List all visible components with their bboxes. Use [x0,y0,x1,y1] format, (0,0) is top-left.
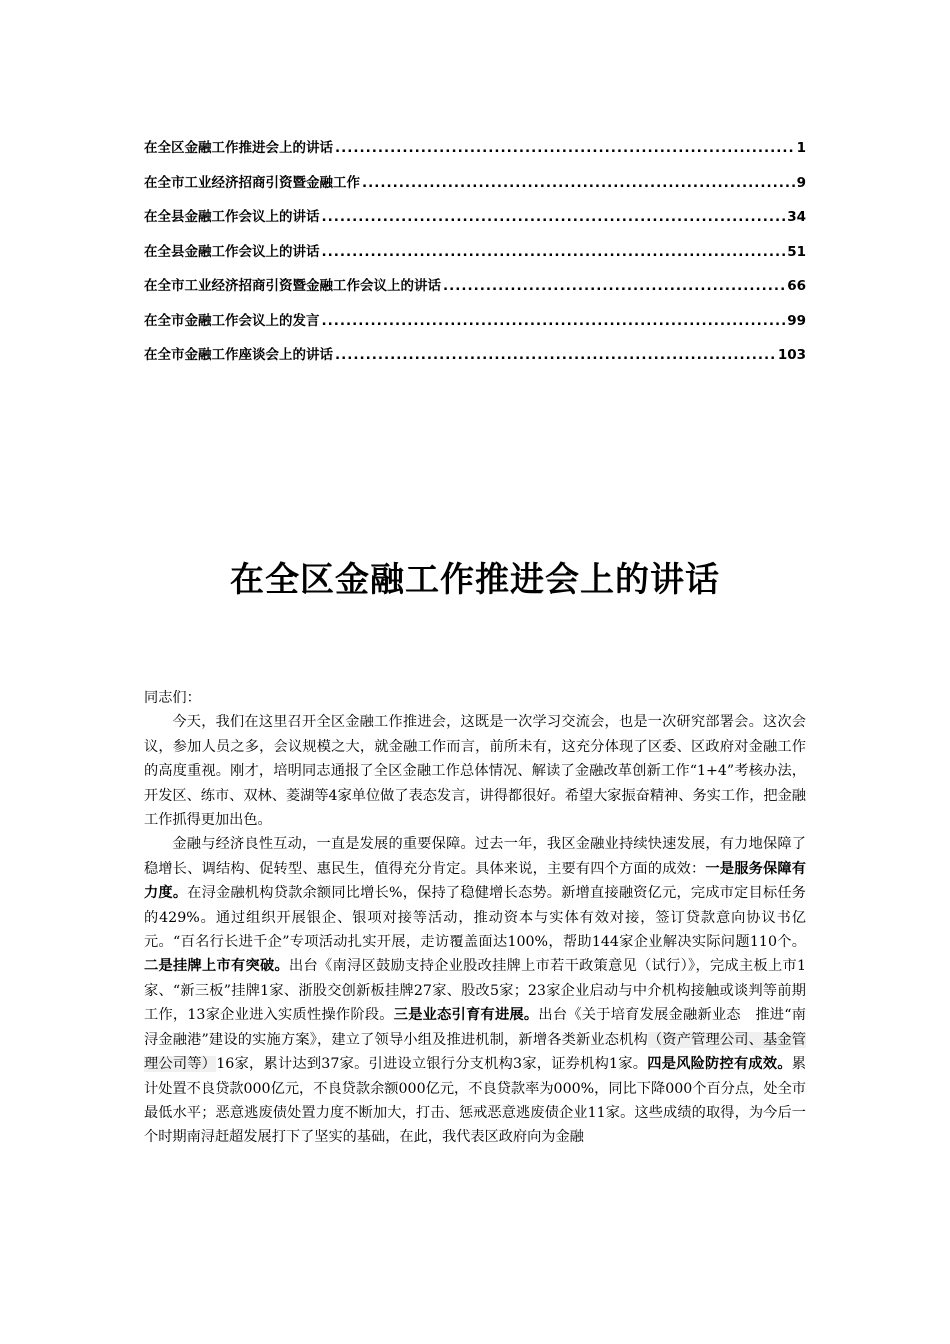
toc-entry-page: 99 [787,312,806,329]
toc-entry-title: 在全县金融工作会议上的讲话 [144,243,320,260]
toc-entry-page: 1 [796,140,806,156]
document-body [144,686,806,1150]
toc-entry-title: 在全市金融工作会议上的发言 [144,312,320,329]
toc-entry-page: 66 [787,278,806,294]
paragraph-text: 金融与经济良性互动，一直是发展的重要保障。过去一年，我区金融业持续快速发展，有力地保障了稳增长、调结构、促转型、惠民生，值得充分肯定。具体来说，主要有四个方面的成效： [144,836,806,877]
toc-entry-title: 在全市金融工作座谈会上的讲话 [144,347,333,363]
toc-entry-title: 在全县金融工作会议上的讲话 [144,209,320,225]
toc-entry[interactable] [144,171,806,206]
salutation: 同志们： [144,690,201,706]
paragraph-1: 今天，我们在这里召开全区金融工作推进会，这既是一次学习交流会，也是一次研究部署会。这次会议，参加人员之多，会议规模之大，就金融工作而言，前所未有，这充分体现了区委、区政府对金融工作的高度重视。刚才，培明同志通报了全区金融工作总体情况、解读了金融改革创新工作“1+4”考核办法，开发区、练市、双林、菱湖等4家单位做了表态发言，讲得都很好。希望大家振奋精神、务实工作，把金融工作抓得更加出色。 [144,714,806,829]
paragraph-text: 累计处置不良贷款000亿元，不良贷款余额000亿元，不良贷款率为000%，同比下降000个百分点，处全市最低水平；恶意逃废债处置力度不断加大，打击、惩戒恶意逃废债企业11家。这些成绩的取得，为今后一个时期南浔赶超发展打下了坚实的基础，在此，我代表区政府向为金融 [144,1056,806,1146]
table-of-contents [144,136,806,378]
emphasis-point-2: 二是挂牌上市有突破。 [144,958,290,975]
toc-dot-leader [322,205,786,229]
toc-entry[interactable] [144,205,806,240]
toc-entry[interactable] [144,136,806,171]
toc-entry-title: 在全市工业经济招商引资暨金融工作会议上的讲话 [144,278,441,294]
toc-dot-leader [443,274,785,298]
toc-entry-title: 在全区金融工作推进会上的讲话 [144,140,333,156]
toc-dot-leader [335,343,776,367]
toc-entry[interactable] [144,309,806,344]
paragraph-text: 16家，累计达到37家。引进设立银行分支机构3家，证券机构1家。 [216,1056,648,1073]
toc-entry-page: 103 [777,347,806,363]
toc-dot-leader [322,240,786,264]
paragraph-2 [144,832,806,1149]
highlighted-text: （资产管理公司、基金管理公司等） [144,1031,806,1073]
toc-entry[interactable] [144,343,806,378]
document-title: 在全区金融工作推进会上的讲话 [230,559,720,600]
paragraph-text: 出台《南浔区鼓励支持企业股改挂牌上市若干政策意见（试行）》，完成主板上市1家、“新三板”挂牌1家、浙股交创新板挂牌27家、股改5家；23家企业启动与中介机构接触或谈判等前期工作，13家企业进入实质性操作阶段。 [144,958,806,1024]
toc-dot-leader [335,136,795,160]
toc-entry-title: 在全市工业经济招商引资暨金融工作 [144,174,360,191]
toc-entry-page: 51 [787,243,806,260]
paragraph-text: 在浔金融机构贷款余额同比增长%，保持了稳健增长态势。新增直接融资亿元，完成市定目标任务的429%。通过组织开展银企、银项对接等活动，推动资本与实体有效对接，签订贷款意向协议书亿元。“百名行长进千企”专项活动扎实开展，走访覆盖面达100%，帮助144家企业解决实际问题110个。 [144,885,806,951]
toc-dot-leader [362,171,795,195]
toc-entry-page: 9 [796,174,806,191]
toc-entry[interactable] [144,240,806,275]
emphasis-point-3: 三是业态引育有进展。 [393,1007,539,1024]
toc-entry-page: 34 [787,209,806,225]
emphasis-point-1: 一是服务保障有力度。 [144,860,806,902]
toc-dot-leader [322,309,786,333]
toc-entry[interactable] [144,274,806,309]
emphasis-point-4: 四是风险防控有成效。 [647,1056,792,1073]
paragraph-text: 出台《关于培育发展金融新业态 推进“南浔金融港”建设的实施方案》，建立了领导小组及推进机制，新增各类新业态机构 [144,1007,806,1048]
